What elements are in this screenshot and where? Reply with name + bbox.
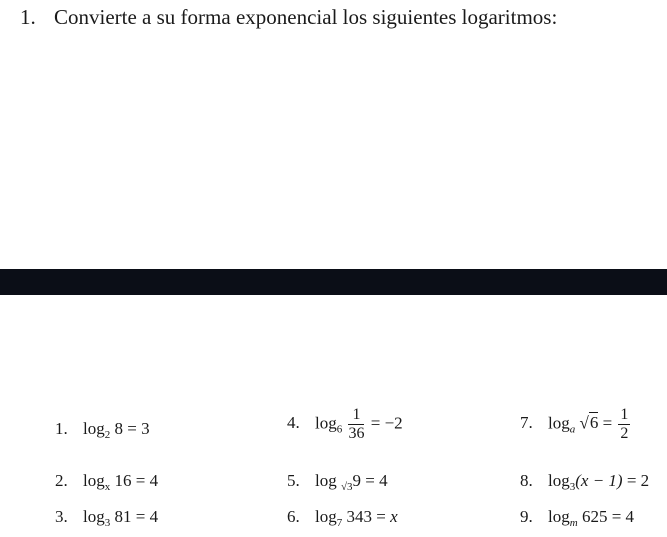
- exercise-6: 6. $\log_7 343 = x$: [287, 507, 398, 529]
- instruction-heading: [20, 5, 557, 30]
- heading-number: 1.: [20, 5, 36, 29]
- dark-divider-band: [0, 269, 667, 295]
- fraction: $\frac{1}{2}$: [620, 406, 629, 442]
- exercise-3: 3. $\log_3 81 = 4$: [55, 507, 159, 529]
- exercise-1: 1. $\log_2 8 = 3$: [55, 419, 150, 441]
- exercise-9: 9. $\log_m 625 = 4$: [520, 507, 635, 529]
- heading-text: Convierte a su forma exponencial los siguientes logaritmos:: [54, 5, 558, 29]
- exercise-5: 5. log $_{√3}$9 = 4: [287, 471, 388, 493]
- fraction: $\frac{1}{36}$: [348, 406, 365, 442]
- exercise-7: 7. $\log_a √6$ = $\frac{1}{2}$: [520, 406, 629, 442]
- exercise-4: 4. $\log_6$ $\frac{1}{36}$ = −2: [287, 406, 403, 442]
- exercise-2: 2. $\log_x 16 = 4$: [55, 471, 159, 493]
- exercise-8: 8. $\log_3(x - 1) = 2$: [520, 471, 650, 493]
